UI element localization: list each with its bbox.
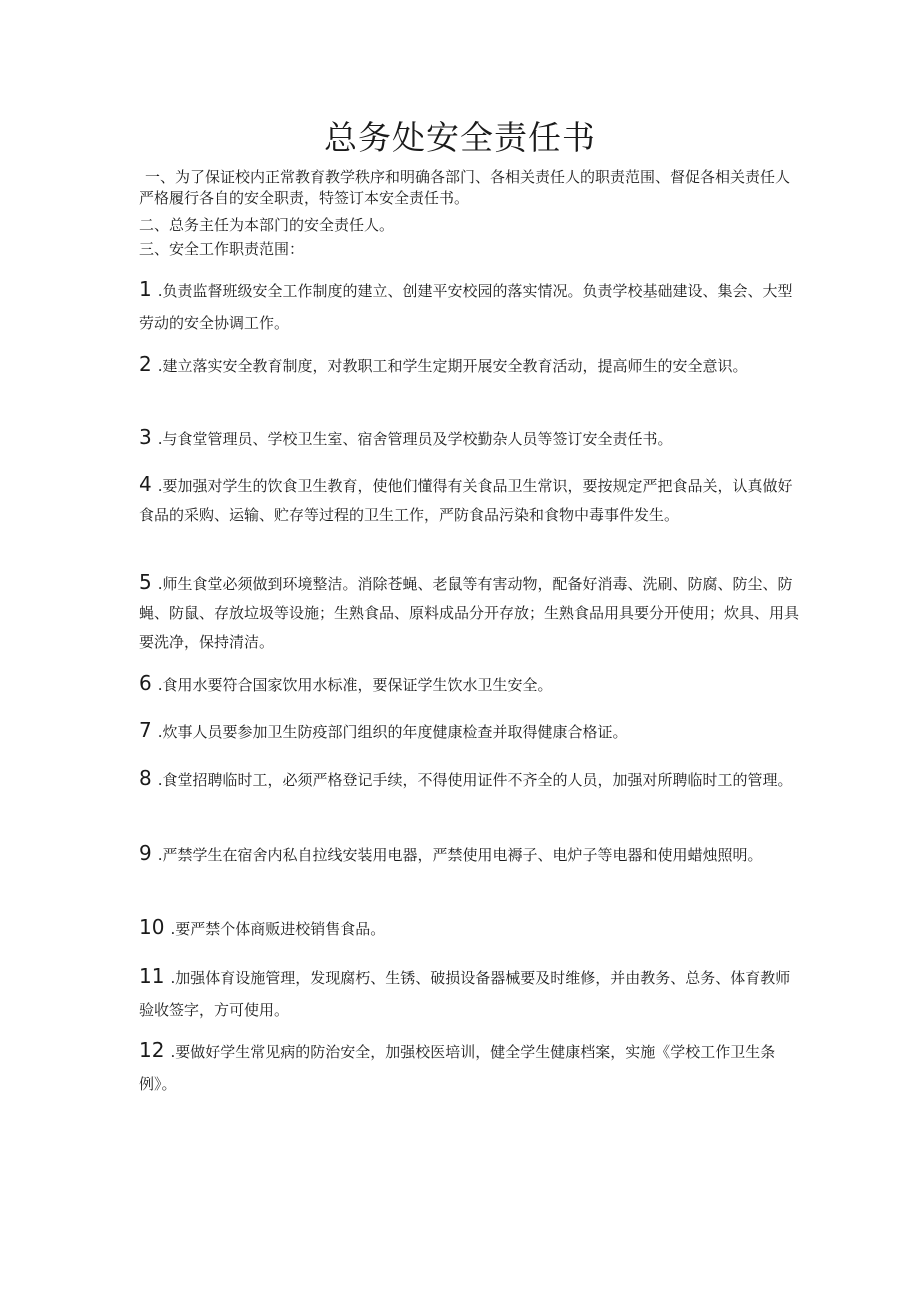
item-number: 6: [139, 671, 152, 695]
item-number: 12: [139, 1038, 165, 1062]
item-number: 5: [139, 570, 152, 594]
item-text: .建立落实安全教育制度，对教职工和学生定期开展安全教育活动，提高师生的安全意识。: [157, 357, 748, 375]
intro-paragraph-3: 三、安全工作职责范围：: [139, 240, 305, 258]
item-number: 3: [139, 425, 152, 449]
item-text: .加强体育设施管理，发现腐朽、生锈、破损设备器械要及时维修，并由教务、总务、体育教师验收签字，方可使用。: [139, 969, 791, 1019]
item-number: 8: [139, 766, 152, 790]
responsibility-item-11: [139, 960, 799, 1026]
responsibility-item-9: [139, 837, 799, 871]
item-text: .炊事人员要参加卫生防疫部门组织的年度健康检查并取得健康合格证。: [157, 723, 628, 741]
item-number: 11: [139, 964, 165, 988]
item-text: .严禁学生在宿舍内私自拉线安装用电器，严禁使用电褥子、电炉子等电器和使用蜡烛照明。: [157, 846, 763, 864]
item-text: .师生食堂必须做到环境整洁。消除苍蝇、老鼠等有害动物，配备好消毒、洗刷、防腐、防尘、防蝇、防鼠、存放垃圾等设施；生熟食品、原料成品分开存放；生熟食品用具要分开使用；炊具、用具要洗净，保持清洁。: [139, 575, 800, 651]
item-text: .食用水要符合国家饮用水标准，要保证学生饮水卫生安全。: [157, 676, 553, 694]
item-number: 9: [139, 841, 152, 865]
item-number: 4: [139, 472, 152, 496]
responsibility-item-5: [139, 568, 799, 657]
intro-paragraph-2: 二、总务主任为本部门的安全责任人。: [139, 216, 395, 234]
item-number: 2: [139, 352, 152, 376]
responsibility-item-2: [139, 348, 799, 382]
responsibility-item-6: [139, 667, 799, 701]
item-text: .食堂招聘临时工，必须严格登记手续，不得使用证件不齐全的人员，加强对所聘临时工的管理。: [157, 771, 793, 789]
item-text: .要做好学生常见病的防治安全，加强校医培训，健全学生健康档案，实施《学校工作卫生条例》。: [139, 1043, 776, 1093]
responsibility-item-1: [139, 273, 799, 339]
item-number: 10: [139, 915, 165, 939]
item-number: 7: [139, 718, 152, 742]
responsibility-item-3: [139, 421, 799, 455]
item-text: .要加强对学生的饮食卫生教育，使他们懂得有关食品卫生常识，要按规定严把食品关，认真做好食品的采购、运输、贮存等过程的卫生工作，严防食品污染和食物中毒事件发生。: [139, 477, 793, 524]
item-number: 1: [139, 277, 152, 301]
item-text: .与食堂管理员、学校卫生室、宿舍管理员及学校勤杂人员等签订安全责任书。: [157, 430, 673, 448]
document-title: 总务处安全责任书: [324, 118, 596, 157]
responsibility-item-8: [139, 762, 799, 796]
item-text: .要严禁个体商贩进校销售食品。: [170, 920, 386, 938]
responsibility-item-4: [139, 470, 799, 530]
intro-paragraph-1: 一、为了保证校内正常教育教学秩序和明确各部门、各相关责任人的职责范围、督促各相关责任人严格履行各自的安全职责，特签订本安全责任书。: [139, 168, 791, 207]
responsibility-item-12: [139, 1034, 799, 1100]
responsibility-item-7: [139, 714, 799, 748]
responsibility-item-10: [139, 911, 799, 945]
item-text: .负责监督班级安全工作制度的建立、创建平安校园的落实情况。负责学校基础建设、集会、大型劳动的安全协调工作。: [139, 282, 793, 332]
